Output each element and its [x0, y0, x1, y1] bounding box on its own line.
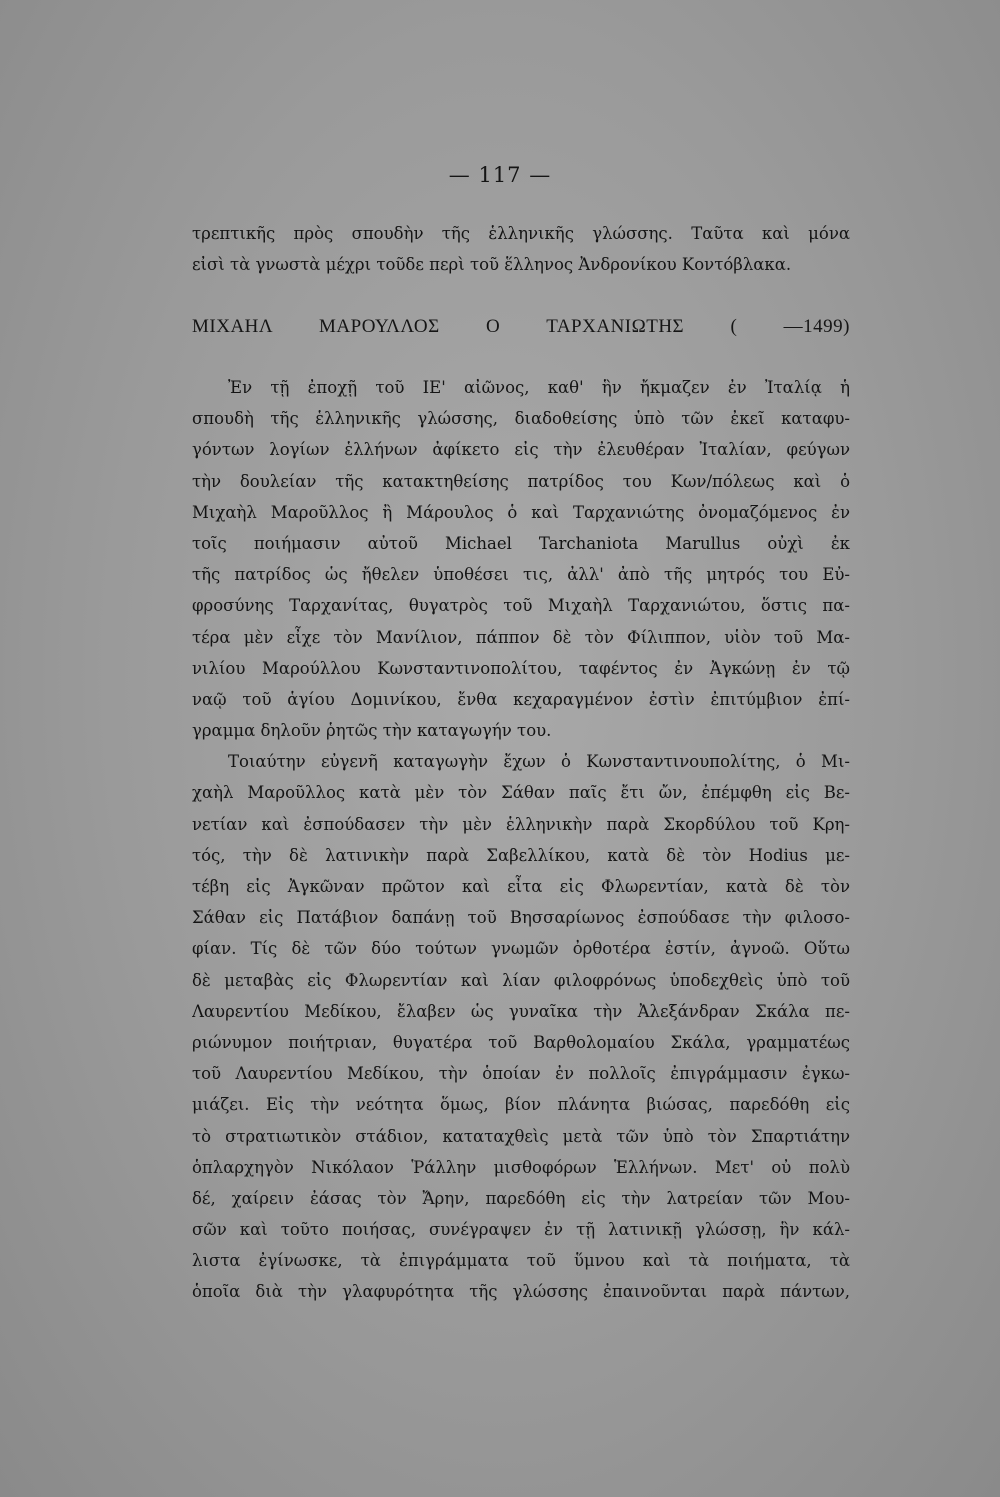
intro-paragraph: [192, 218, 850, 280]
text-line: ριώνυμον ποιήτριαν, θυγατέρα τοῦ Βαρθολομαίου Σκάλα, γραμματέως: [192, 1032, 850, 1052]
text-line: Μιχαὴλ Μαροῦλλος ἢ Μάρουλος ὁ καὶ Ταρχανιώτης ὀνομαζόμενος ἐν: [192, 502, 850, 522]
text-line: νετίαν καὶ ἐσπούδασεν τὴν μὲν ἑλληνικὴν παρὰ Σκορδύλου τοῦ Κρη-: [192, 814, 850, 834]
text-line: μιάζει. Εἰς τὴν νεότητα ὅμως, βίον πλάνητα βιώσας, παρεδόθη εἰς: [192, 1095, 850, 1115]
text-line: τὴν δουλείαν τῆς κατακτηθείσης πατρίδος του Κων/πόλεως καὶ ὁ: [192, 471, 850, 491]
text-line: λιστα ἐγίνωσκε, τὰ ἐπιγράμματα τοῦ ὕμνου καὶ τὰ ποιήματα, τὰ: [192, 1251, 850, 1271]
text-line: ὁποῖα διὰ τὴν γλαφυρότητα τῆς γλώσσης ἐπαινοῦνται παρὰ πάντων,: [192, 1282, 850, 1302]
text-line: φροσύνης Ταρχανίτας, θυγατρὸς τοῦ Μιχαὴλ Ταρχανιώτου, ὅστις πα-: [192, 596, 850, 616]
text-line: Λαυρεντίου Μεδίκου, ἔλαβεν ὡς γυναῖκα τὴν Ἀλεξάνδραν Σκάλα πε-: [192, 1001, 850, 1021]
text-line: σῶν καὶ τοῦτο ποιήσας, συνέγραψεν ἐν τῇ λατινικῇ γλώσσῃ, ἣν κάλ-: [192, 1220, 850, 1240]
text-line: Σάθαν εἰς Πατάβιον δαπάνῃ τοῦ Βησσαρίωνος ἐσπούδασε τὴν φιλοσο-: [192, 908, 850, 928]
text-line: τέβη εἰς Ἀγκῶναν πρῶτον καὶ εἶτα εἰς Φλωρεντίαν, κατὰ δὲ τὸν: [192, 877, 850, 896]
text-line: Τοιαύτην εὐγενῆ καταγωγὴν ἔχων ὁ Κωνσταντινουπολίτης, ὁ Μι-: [228, 752, 850, 772]
text-line: τοῖς ποιήμασιν αὐτοῦ Michael Tarchaniota Marullus οὐχὶ ἐκ: [192, 533, 850, 553]
text-line: τῆς πατρίδος ὡς ἤθελεν ὑποθέσει τις, ἀλλ' ἀπὸ τῆς μητρός του Εὐ-: [192, 565, 850, 585]
text-line: φίαν. Τίς δὲ τῶν δύο τούτων γνωμῶν ὀρθοτέρα ἐστίν, ἀγνοῶ. Οὕτω: [192, 939, 850, 959]
text-line: νιλίου Μαρούλλου Κωνσταντινοπολίτου, ταφέντος ἐν Ἀγκώνῃ ἐν τῷ: [192, 658, 850, 678]
text-line: τὸ στρατιωτικὸν στάδιον, καταταχθεὶς μετὰ τῶν ὑπὸ τὸν Σπαρτιάτην: [192, 1126, 850, 1146]
text-line: τέρα μὲν εἶχε τὸν Μανίλιον, πάππον δὲ τὸν Φίλιππον, υἱὸν τοῦ Μα-: [192, 627, 850, 647]
page-number: — 117 —: [448, 163, 552, 187]
text-line: ναῷ τοῦ ἁγίου Δομινίκου, ἔνθα κεχαραγμένον ἐστὶν ἐπιτύμβιον ἐπί-: [192, 689, 850, 709]
text-line: τρεπτικῆς πρὸς σπουδὴν τῆς ἑλληνικῆς γλώσσης. Ταῦτα καὶ μόνα: [192, 224, 850, 243]
text-line: δέ, χαίρειν ἐάσας τὸν Ἄρην, παρεδόθη εἰς τὴν λατρείαν τῶν Μου-: [192, 1188, 850, 1208]
text-line: ὁπλαρχηγὸν Νικόλαον Ῥάλλην μισθοφόρων Ἑλλήνων. Μετ' οὐ πολὺ: [192, 1157, 850, 1177]
text-line: εἰσὶ τὰ γνωστὰ μέχρι τοῦδε περὶ τοῦ ἕλληνος Ἀνδρονίκου Κοντόβλακα.: [192, 255, 792, 275]
text-line: τοῦ Λαυρεντίου Μεδίκου, τὴν ὁποίαν ἐν πολλοῖς ἐπιγράμμασιν ἐγκω-: [192, 1064, 850, 1084]
section-heading: ΜΙΧΑΗΛ ΜΑΡΟΥΛΛΟΣ Ο ΤΑΡΧΑΝΙΩΤΗΣ ( —1499): [192, 316, 850, 337]
text-line: γραμμα δηλοῦν ῥητῶς τὴν καταγωγήν του.: [192, 721, 552, 741]
text-line: Ἐν τῇ ἐποχῇ τοῦ ΙΕ' αἰῶνος, καθ' ἣν ἤκμαζεν ἐν Ἰταλίᾳ ἡ: [228, 378, 850, 397]
text-line: χαὴλ Μαροῦλλος κατὰ μὲν τὸν Σάθαν παῖς ἔτι ὤν, ἐπέμφθη εἰς Βε-: [192, 783, 850, 803]
body-text: [192, 372, 850, 1308]
text-line: τός, τὴν δὲ λατινικὴν παρὰ Σαβελλίκου, κατὰ δὲ τὸν Hodius με-: [192, 845, 850, 865]
text-line: σπουδὴ τῆς ἑλληνικῆς γλώσσης, διαδοθείσης ὑπὸ τῶν ἐκεῖ καταφυ-: [192, 409, 850, 429]
text-line: δὲ μεταβὰς εἰς Φλωρεντίαν καὶ λίαν φιλοφρόνως ὑποδεχθεὶς ὑπὸ τοῦ: [192, 970, 850, 990]
text-line: γόντων λογίων ἑλλήνων ἀφίκετο εἰς τὴν ἐλευθέραν Ἰταλίαν, φεύγων: [192, 440, 850, 460]
